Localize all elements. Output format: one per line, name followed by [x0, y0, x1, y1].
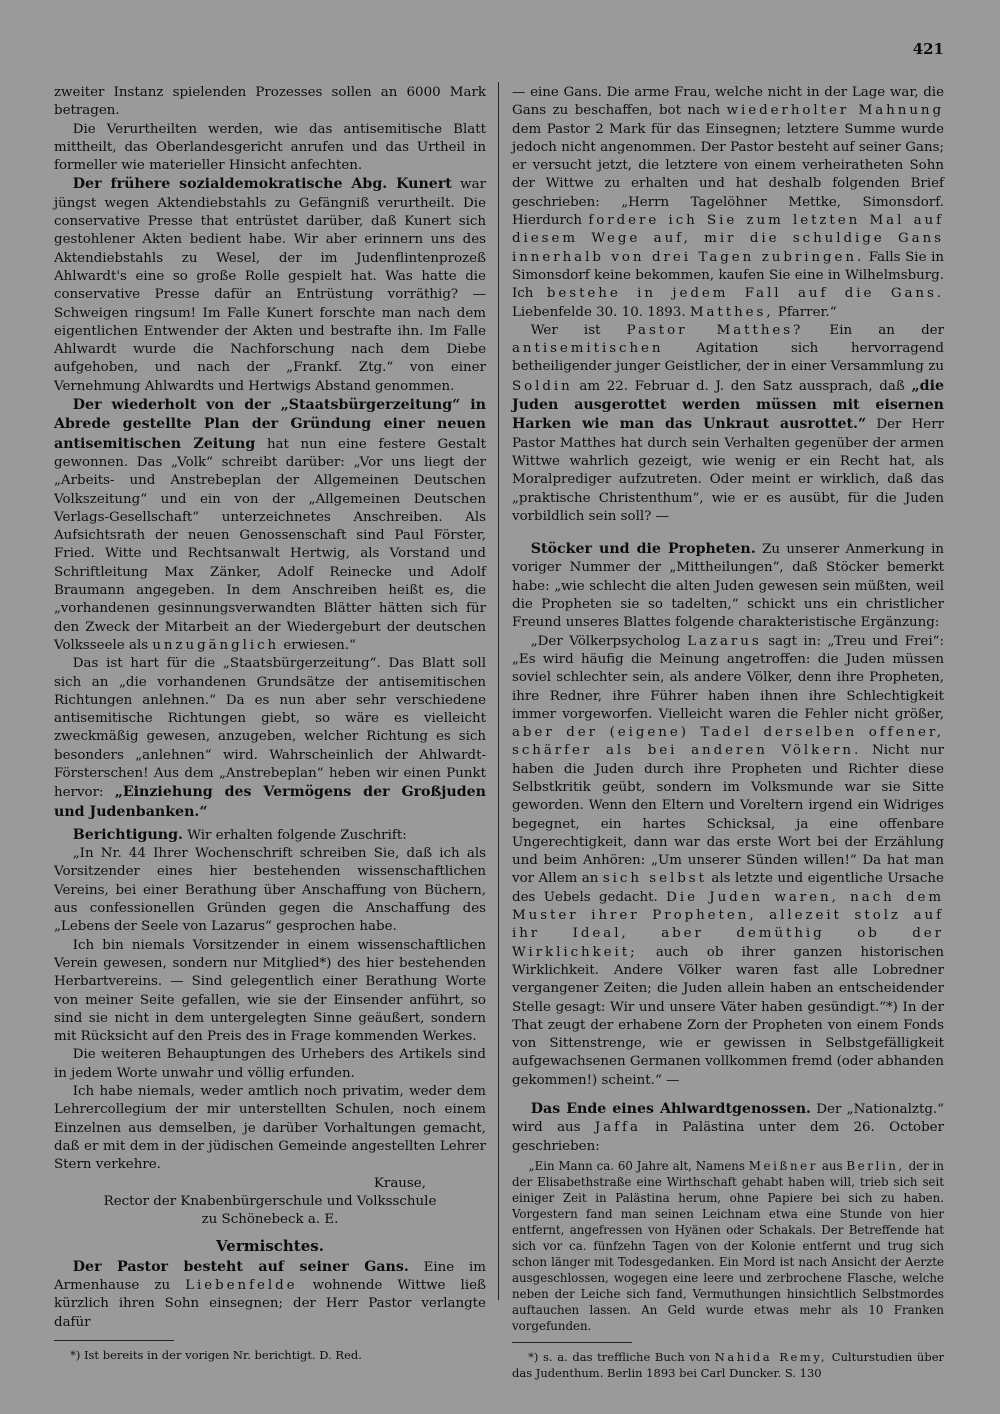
article-heading: Der wiederholt von der „Staatsbürgerzeitung“ in Abrede gestellte Plan der Gründung einer neuen antisemitischen Zeitung	[54, 397, 486, 452]
letter-paragraph: Die weiteren Behauptungen des Urhebers des Artikels sind in jedem Worte unwahr und völlig erfunden.	[54, 1047, 486, 1081]
article-berichtigung	[54, 826, 486, 845]
article-stoecker	[512, 540, 944, 632]
article-text: „Der Völkerpsycholog	[530, 633, 681, 649]
letter-paragraph: Ich habe niemals, weder amtlich noch privatim, weder dem Lehrercollegium der mir unterstellten Schulen, noch einem Einzelnen aus demselben, je darüber Vorhaltungen gemacht, daß er mit dem in der jüdischen Gemeinde angestellten Lehrer Stern verkehre.	[54, 1084, 486, 1173]
signature-name: Krause,	[373, 1175, 426, 1191]
article-zeitung	[54, 396, 486, 655]
spaced-text: Liebenfelde	[185, 1278, 298, 1293]
spaced-text: Pastor Matthes?	[626, 322, 804, 338]
spaced-text: sich selbst	[602, 871, 707, 887]
article-text: Ein an der	[829, 322, 944, 338]
article-pastor	[54, 1258, 486, 1332]
spaced-text: Soldin	[512, 378, 573, 394]
article-text: Eine im Armenhause zu	[54, 1259, 486, 1293]
spaced-text: Jaffa	[594, 1120, 641, 1136]
article-text: war jüngst wegen Aktendiebstahls zu Gefängniß verurtheilt. Die conservative Presse that entrüstet darüber, daß Kunert sich gestohlener Akten bedient habe. Wir aber erinnern uns des Aktendiebstahls zu Wesel, der im Judenflintenprozeß Ahlwardt's eine so große Rolle gespielt hat. Was hatte die conservative Presse dafür an Entrüstung vorräthig? — Schweigen ringsum! Im Falle Kunert forschte man nach dem eigentlichen Entwender der Akten und bestrafte ihn. Im Falle Ahlwardt wurde die Nachforschung nach dem Diebe aufgehoben, und nach der „Frankf. Ztg.“ von einer Vernehmung Ahlwardts und Hertwigs Abstand genommen.	[54, 177, 486, 394]
letter-paragraph: Ich bin niemals Vorsitzender in einem wissenschaftlichen Verein gewesen, sondern nur Mitglied*) des hier bestehenden Herbartvereins. — Sind gelegentlich einer Berathung Worte von meiner Seite gefallen, wie sie der Einsender anführt, so sind sie nicht in dem untergelegten Sinne geäußert, sondern mit Rücksicht auf den Preis des in Frage kommenden Werkes.	[54, 937, 486, 1045]
article-text: Wer ist	[530, 322, 601, 338]
bold-quote: „Einziehung des Vermögens der Großjuden und Judenbanken.“	[54, 784, 486, 820]
article-text: Liebenfelde 30. 10. 1893.	[512, 304, 686, 320]
article-heading: Das Ende eines Ahlwardtgenossen.	[530, 1101, 811, 1118]
footnote-rule	[512, 1342, 632, 1343]
article-text: Falls Sie in Simonsdorf keine bekommen, kaufen Sie eine in Wilhelmsburg. Ich	[512, 249, 944, 302]
footnote: *) Ist bereits in der vorigen Nr. berichtigt. D. Red.	[70, 1347, 362, 1362]
left-column	[54, 84, 486, 1363]
paragraph: Die Verurtheilten werden, wie das antisemitische Blatt mittheilt, das Oberlandesgericht anrufen und das Urtheil in formeller wie materieller Hinsicht anfechten.	[54, 121, 486, 174]
column-rule	[498, 82, 499, 1300]
spaced-text: aber der (eigene) Tadel derselben offener, schärfer als bei anderen Völkern.	[512, 725, 944, 759]
article-text: dem Pastor 2 Mark für das Einsegnen; letztere Summe wurde jedoch nicht angenommen. Der Pastor besteht auf seiner Gans; er versucht jetzt, die letztere von einem verheiratheten Sohn der Wittwe zu erhalten und hat deshalb folgenden Brief geschrieben: „Herrn Tagelöhner Mettke, Simonsdorf. Hierdurch	[512, 121, 944, 229]
article-text: Zu unserer Anmerkung in voriger Nummer der „Mittheilungen“, daß Stöcker bemerkt habe: „wie schlecht die alten Juden gewesen sein müßten, weil die Propheten sie so tadelten,“ schickt uns ein christlicher Freund unseres Blattes folgende charakteristische Ergänzung:	[512, 542, 944, 631]
spaced-text: Matthes,	[689, 304, 774, 320]
article-ahlwardt	[512, 1100, 944, 1156]
footnote-rule	[54, 1340, 174, 1341]
article-heading: Der frühere sozialdemokratische Abg. Kunert	[72, 176, 452, 193]
paragraph	[54, 655, 486, 822]
article-text: „Ein Mann ca. 60 Jahre alt, Namens	[528, 1158, 745, 1173]
article-heading: Der Pastor besteht auf seiner Gans.	[72, 1258, 409, 1275]
article-text: sagt in: „Treu und Frei“: „Es wird häufig die Meinung angetroffen: die Juden müssen soviel schlechter sein, als andere Völker, denn ihre Propheten, ihre Redner, ihre Führer haben ihnen ihre Schlechtigkeit immer vorgeworfen. Vielleicht waren die Fehler nicht größer,	[512, 633, 945, 722]
quote-paragraph	[512, 633, 944, 1090]
article-text: aus	[821, 1158, 843, 1173]
spaced-text: Die Juden waren, nach dem Muster ihrer Propheten, allezeit stolz auf ihr Ideal, aber demüthig ob der Wirklichkeit;	[512, 889, 944, 960]
article-text: hat nun eine festere Gestalt gewonnen. Das „Volk“ schreibt darüber: „Vor uns liegt der „Arbeits- und Anstrebeplan der Allgemeinen Deutschen Volkszeitung“ und ein von der „Allgemeinen Deutschen Verlags-Gesellschaft“ unterzeichnetes Anschreiben. Als Aufsichtsrath der neuen Genossenschaft sind Paul Förster, Fried. Witte und Rechtsanwalt Hertwig, als Vorstand und Schriftleitung Max Zänker, Adolf Reinecke und Adolf Braumann angegeben. In dem Anschreiben heißt es, die „vorhandenen gesinnungsverwandten Blätter hätten sich für den Zweck der Mitarbeit an der Wiedergeburt der deutschen Volksseele als	[54, 436, 486, 653]
spaced-text: Meißner	[748, 1158, 818, 1173]
spaced-text: fordere ich Sie zum letzten Mal auf diesem Wege auf, mir die schuldige Gans innerhalb von drei Tagen zubringen.	[512, 213, 944, 265]
article-kunert	[54, 175, 486, 396]
footnote	[512, 1349, 944, 1381]
article-text: *) s. a. das treffliche Buch von	[528, 1349, 711, 1364]
spaced-text: Nahida Remy,	[714, 1349, 828, 1364]
spaced-text: wiederholter Mahnung	[726, 103, 944, 119]
spaced-text: Lazarus	[687, 633, 762, 649]
article-text: Der Herr Pastor Matthes hat durch sein Verhalten gegenüber der armen Wittwe wahrlich gezeigt, wie wenig er ein Recht hat, als Moralprediger aufzutreten. Oder meint er wirklich, daß das „praktische Christenthum“, wie er es ausübt, für die Juden vorbildlich sein soll? —	[512, 417, 944, 524]
spaced-text: unzugänglich	[152, 637, 280, 653]
right-column	[512, 84, 944, 1381]
spaced-text: antisemitischen	[512, 341, 664, 357]
article-text: auch ob ihrer ganzen historischen Wirklichkeit. Andere Völker waren fast alle Lobredner vergangener Zeiten; die Juden allein haben an entscheidender Stelle gesagt: Wir und unsere Väter haben gesündigt.“*) In der That zeugt der erhabene Zorn der Propheten von einem Fonds von Sittenstrenge, wie er gewissen in Selbstgefälligkeit aufgewachsenen Germanen vollkommen fremd (oder abhanden gekommen!) scheint.“ —	[512, 944, 944, 1088]
article-text: — eine Gans. Die arme Frau, welche nicht in der Lage war, die Gans zu beschaffen, bot nach	[512, 85, 944, 119]
spaced-text: bestehe in jedem Fall auf die Gans.	[546, 286, 944, 302]
page-number: 421	[912, 40, 944, 58]
article-text: Das ist hart für die „Staatsbürgerzeitung“. Das Blatt soll sich an „die vorhandenen Grundsätze der antisemitischen Richtungen anlehnen.“ Da es nun aber sehr verschiedene antisemitische Richtungen giebt, so wäre es vielleicht zweckmäßig gewesen, anzugeben, welcher Richtung es sich besonders „anlehnen“ wird. Wahrscheinlich der Ahlwardt-Försterschen! Aus dem „Anstrebeplan“ heben wir einen Punkt hervor:	[54, 656, 486, 801]
article-text: Wir erhalten folgende Zuschrift:	[187, 827, 407, 843]
article-text: als letzte und eigentliche Ursache des Uebels gedacht.	[512, 871, 944, 905]
article-heading: Stöcker und die Propheten.	[530, 541, 756, 558]
signature-place: zu Schönebeck a. E.	[201, 1212, 339, 1228]
article-text: in Palästina unter dem 26. October geschrieben:	[512, 1120, 944, 1154]
bold-quote: „die Juden ausgerottet werden müssen mit eisernen Harken wie man das Unkraut ausrottet.“	[512, 377, 945, 433]
article-heading: Berichtigung.	[72, 826, 183, 843]
paragraph	[512, 322, 944, 526]
article-text: Der „Nationalztg.“ wird aus	[512, 1102, 945, 1136]
article-text: Nicht nur haben die Juden durch ihre Propheten und Richter diese Selbstkritik geübt, sondern im Volksmunde war sie Sitte geworden. Wenn den Eltern und Voreltern irgend ein Widriges begegnet, ein hartes Schicksal, ja eine offenbare Ungerechtigkeit, dann war das erste Wort bei der Erzählung und beim Anhören: „Um unserer Sünden willen!“ Da hat man vor Allem an	[512, 743, 944, 887]
article-text: wohnende Wittwe ließ kürzlich ihren Sohn einsegnen; der Herr Pastor verlangte dafür	[54, 1278, 486, 1330]
letter-paragraph: „In Nr. 44 Ihrer Wochenschrift schreiben Sie, daß ich als Vorsitzender eines hier bestehenden wissenschaftlichen Vereins, bei einer Berathung über Anschaffung von Büchern, aus confessionellen Gründen gegen die Anschaffung des „Lebens der Seele von Lazarus“ gesprochen habe.	[54, 846, 486, 935]
quote-small	[512, 1158, 944, 1334]
article-text: erwiesen.“	[283, 637, 356, 653]
paragraph: zweiter Instanz spielenden Prozesses sollen an 6000 Mark betragen.	[54, 85, 486, 119]
spaced-text: Berlin,	[846, 1158, 905, 1173]
article-text: der in der Elisabethstraße eine Wirthschaft gehabt haben will, trieb sich seit einiger Zeit in Palästina herum, ohne Papiere bei sich zu haben. Vorgestern fand man seinen Leichnam etwa eine Stunde von hier entfernt, angefressen von Hyänen oder Schakals. Der Betreffende hat sich vor ca. fünfzehn Tagen von der Kolonie entfernt und trug sich schon länger mit Todesgedanken. Ein Mord ist nach Ansicht der Aerzte ausgeschlossen, wogegen eine leere und zerbrochene Flasche, welche neben der Leiche sich fand, Vermuthungen hinsichtlich Selbstmordes auftauchen lassen. An Geld wurde etwas mehr als 10 Franken vorgefunden.	[512, 1158, 945, 1333]
article-text: Agitation sich hervorragend betheiligender junger Geistlicher, der in einer Versammlung zu	[512, 341, 944, 375]
section-title: Vermischtes.	[216, 1237, 324, 1256]
paragraph	[512, 84, 944, 322]
article-text: am 22. Februar d. J. den Satz aussprach, daß	[579, 378, 905, 394]
article-text: Culturstudien über das Judenthum. Berlin 1893 bei Carl Duncker. S. 130	[512, 1349, 945, 1380]
signature-title: Rector der Knabenbürgerschule und Volksschule	[103, 1193, 437, 1209]
article-text: Pfarrer.“	[777, 304, 837, 320]
